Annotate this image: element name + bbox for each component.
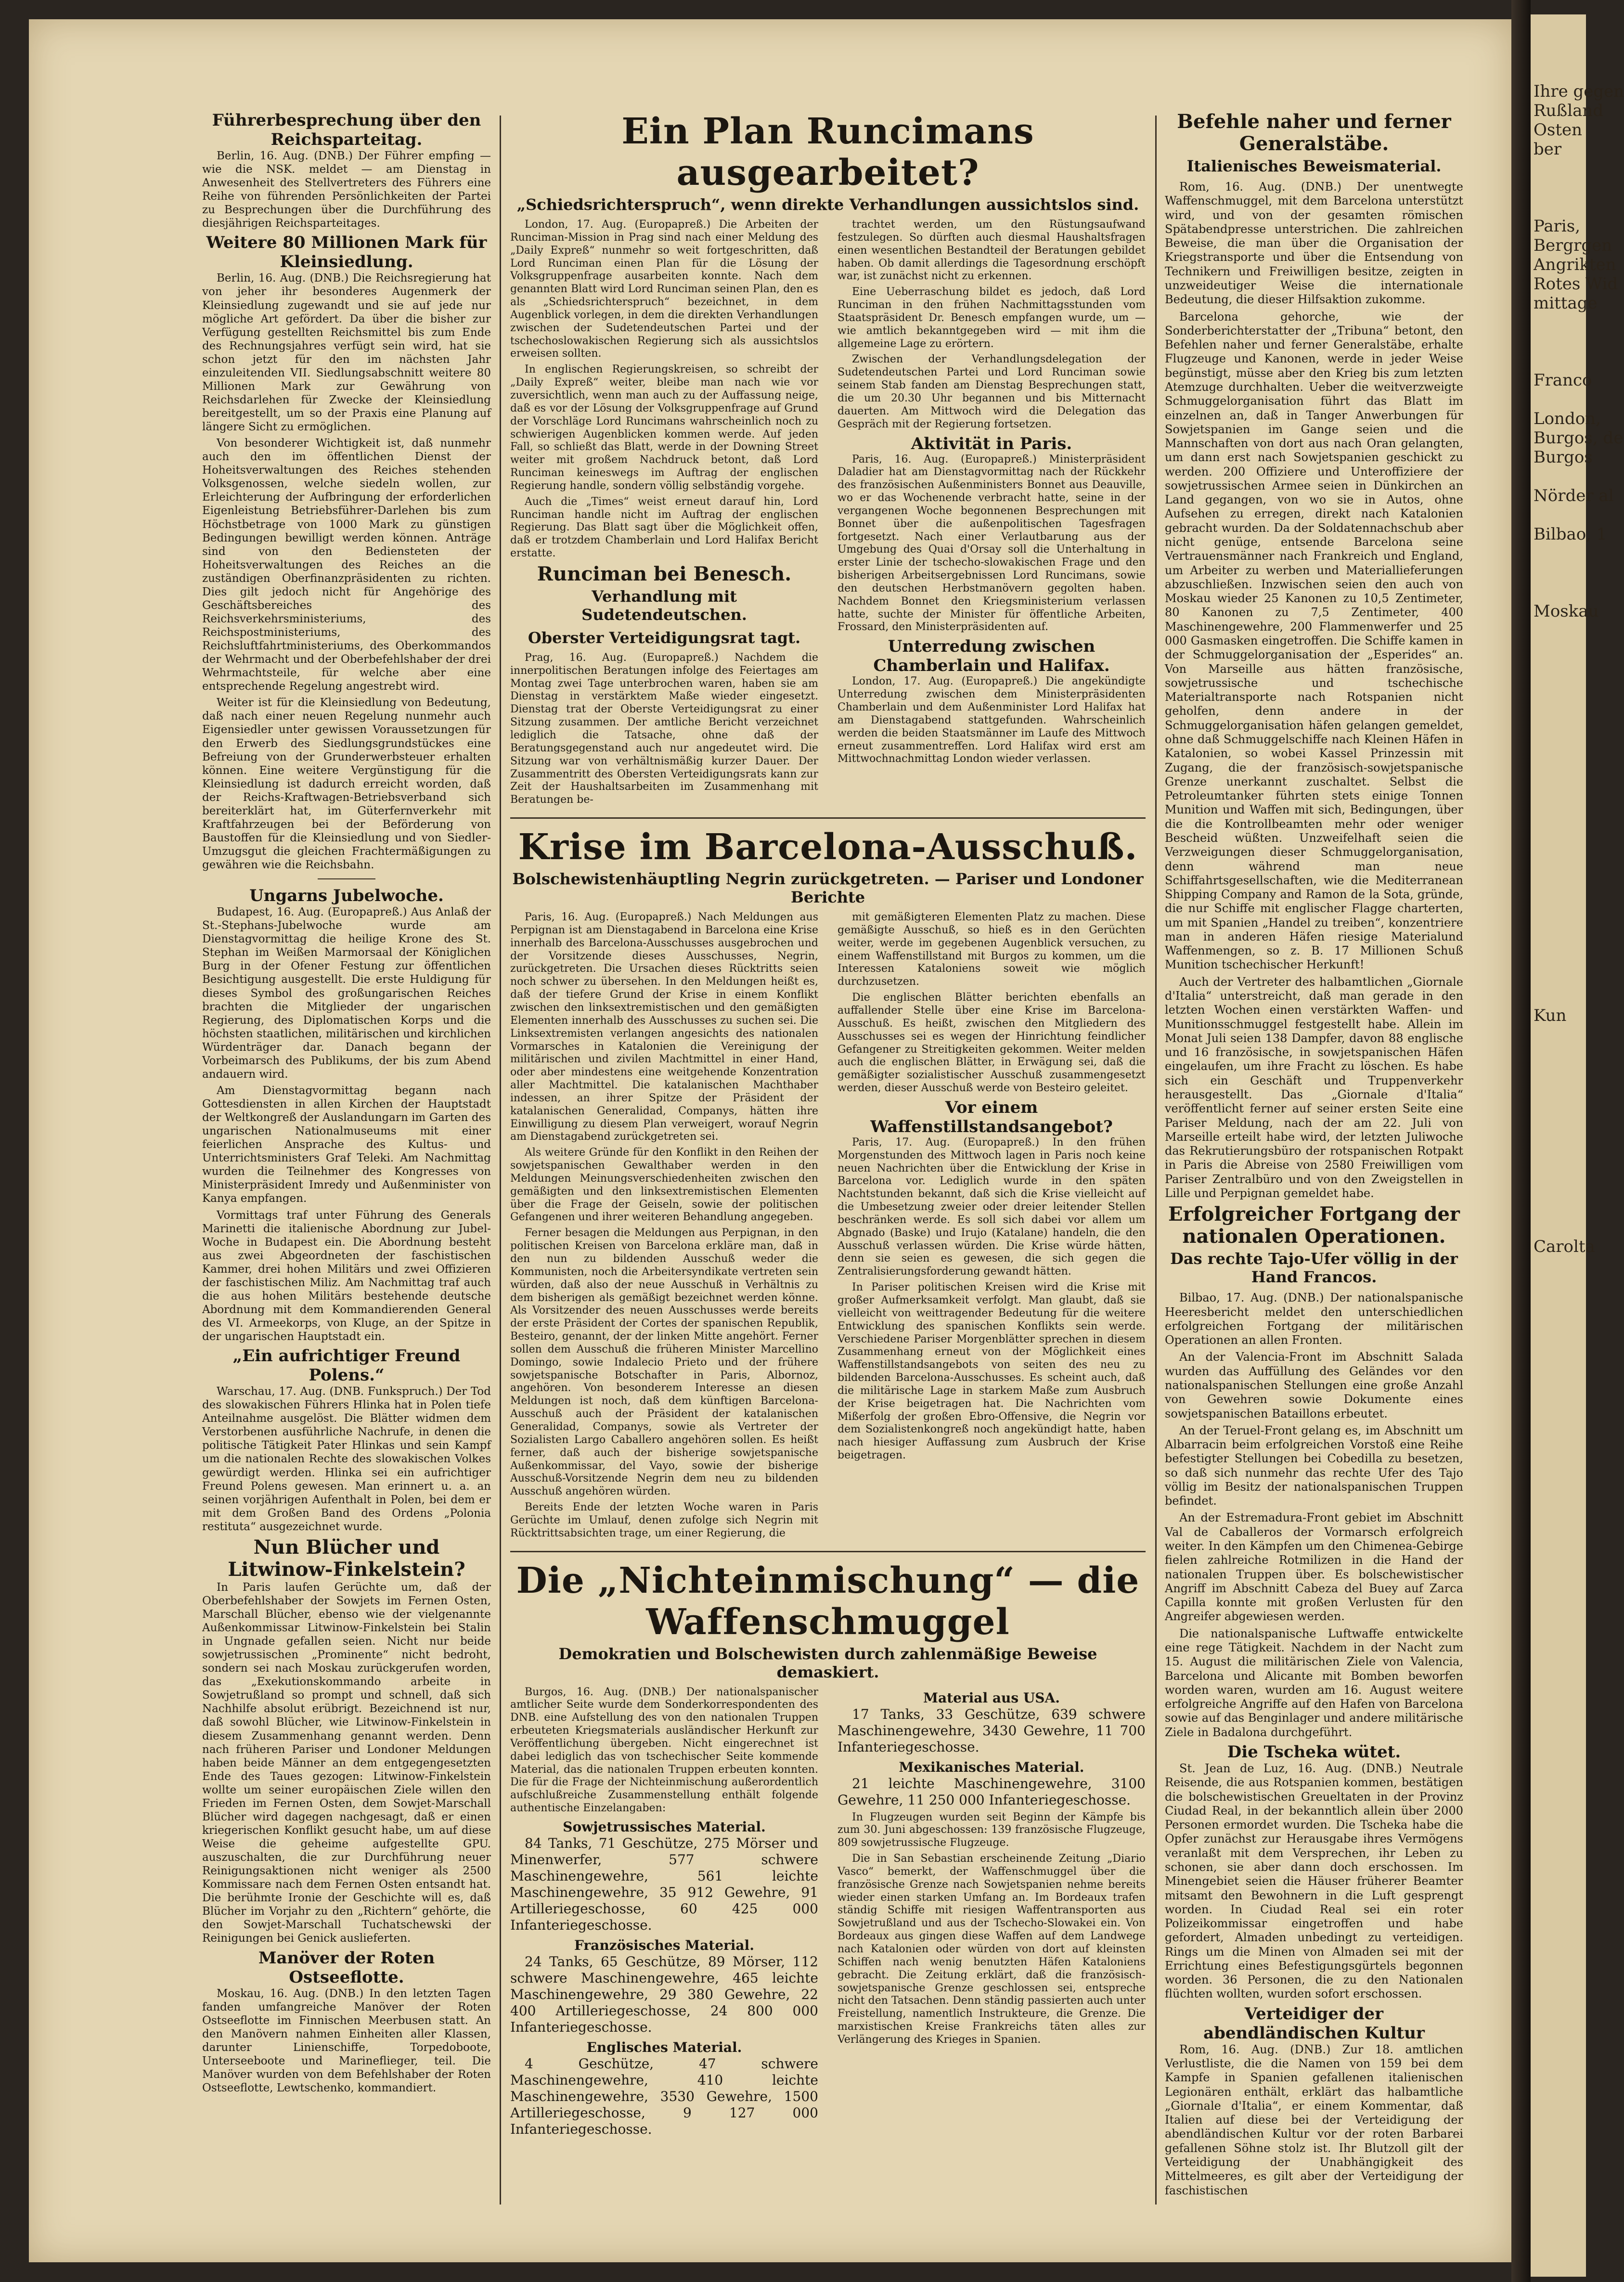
article-text: Paris, 16. Aug. (Europapreß.) Nach Meldungen aus Perpignan ist am Dienstagabend in Barcelona eine Krise innerhalb des Barcelona-Ausschusses ausgebrochen und der Vorsitzende dieses Ausschusses, Negrin, zurückgetreten. Die Ursachen dieses Rücktritts seien noch schwer zu übersehen. In den Meldungen heißt es, daß der tiefere Grund der Krise in einem Konflikt zwischen den linksextremistischen und den gemäßigten Elementen innerhalb des Ausschusses zu suchen sei. Die Linksextremisten verlangen angesichts des nationalen Vormarsches in Katalonien die Vereinigung der militärischen und zivilen Machtmittel in einer Hand, oder aber mindestens eine weitgehende Konzentration aller Machtmittel. Die katalanischen Machthaber indessen, an ihrer Spitze der Präsident der katalanischen Generalidad, Companys, hätten ihre Einwilligung zu diesem Plan verweigert, worauf Negrin am Dienstagabend zurückgetreten sei.: [510, 911, 818, 1143]
adjacent-page-line: Paris,: [1534, 217, 1581, 236]
adjacent-page-line: [1534, 467, 1584, 486]
material-heading: Französisches Material.: [574, 1937, 754, 1953]
adjacent-page-line: Bergrgen: [1534, 236, 1612, 255]
article-text: London, 17. Aug. (Europapreß.) Die angekündigte Unterredung zwischen dem Ministerpräsidenten Chamberlain und dem Außenminister Lord Halifax hat am Dienstagabend stattgefunden. Wahrscheinlich werden die beiden Staatsmänner im Laufe des Mittwoch erneut zusammentreffen. Lord Halifax wird erst am Mittwochnachmittag London wieder verlassen.: [838, 675, 1146, 765]
article-text: Von besonderer Wichtigkeit ist, daß nunmehr auch den im öffentlichen Dienst der Hoheitsverwaltungen des Reiches stehenden Volksgenossen, welche siedeln wollen, zur Erleichterung der Aufbringung der erforderlichen Eigenleistung Betriebsführer-Darlehen bis zum Höchstbetrage von 1000 Mark zu günstigen Bedingungen bewilligt werden können. Anträge sind von den Bediensteten der Hoheitsverwaltungen des Reiches an die zuständigen Oberfinanzpräsidenten zu richten. Dies gilt jedoch nicht für Angehörige des Geschäftsbereiches des Reichsverkehrsministeriums, des Reichspostministeriums, des Reichsluftfahrtministeriums, des Oberkommandos der Wehrmacht und der Oberbefehlshaber der drei Wehrmachtsteile, für welche aber eine entsprechende Regelung angestrebt wird.: [202, 437, 491, 693]
headline-operationen: Erfolgreicher Fortgang der nationalen Operationen.: [1168, 1203, 1460, 1248]
headline-bluecher: Nun Blücher und Litwinow-Finkelstein?: [228, 1535, 465, 1581]
adjacent-page-line: [1534, 313, 1584, 332]
subheadline-runciman: „Schiedsrichterspruch“, wenn direkte Verhandlungen aussichtslos sind.: [516, 195, 1139, 214]
article-text: Barcelona gehorche, wie der Sonderberichterstatter der „Tribuna“ betont, den Befehlen naher und ferner Generalstäbe, erhalte Flugzeuge und Kanonen, werde in jeder Weise begünstigt, müsse aber den Krieg bis zum letzten Atemzuge durchhalten. Ueber die weitverzweigte Schmuggelorganisation führt das Blatt im einzelnen an, daß in Tanger Anwerbungen für Sowjetspanien im Gange seien und die Mannschaften von dort aus nach Oran gelangten, um dann erst nach Sowjetspanien geschickt zu werden. 200 Offiziere und Unteroffiziere der sowjetrussischen Armee seien in Dünkirchen an Land gegangen, von wo sie in Autos, ohne Aufsehen zu erregen, direkt nach Katalonien gebracht wurden. Da der Soldatennachschub aber nicht genüge, entsende Barcelona seine Vertrauensmänner nach Frankreich und England, um Arbeiter zu werben und Materiallieferungen abzuschließen. Inzwischen seien den auch von Moskau wieder 25 Kanonen zu 10,5 Zentimeter, 80 Kanonen zu 7,5 Zentimeter, 400 Maschinengewehre, 200 Flammenwerfer und 25 000 Gasmasken eingetroffen. Die Schiffe kamen in der Schmuggelorganisation der „Esperides“ an. Von Marseille aus hätten französische, sowjetrussische und tschechische Materialtransporte nach Rotspanien nicht geholfen, denn andere in der Schmuggelorganisation häfen gelangen gemeldet, ohne daß Schmuggelschiffe nach Kleinen Häfen in Katalonien, so wobei Kassel Prinzessin mit Zugang, die der französisch-sowjetspanische Grenze unerkannt zuschaltet. Selbst die Petroleumtanker führten stets einige Tonnen Munition und Waffen mit sich, Bedingungen, über die die Kontrollbeamten mehr oder weniger Bescheid wüßten. Unzweifelhaft seien die Verzweigungen dieser Schmuggelorganisation, denn während man neue Schiffahrtsgesellschaften, wie die Mediterranean Shipping Company and Ramon de la Sota, gründe, die nur Schiffe mit englischer Flagge charterten, um mit Spanien „Handel zu treiben“, konzentriere man in anderen Häfen riesige Materialund Waffenmengen, so z. B. 17 Millionen Schuß Munition tschechischer Herkunft!: [1165, 309, 1463, 972]
adjacent-page-line: [1534, 852, 1584, 871]
sub-column-right: [838, 911, 1146, 1543]
adjacent-page-line: [1534, 775, 1584, 794]
article-text: Paris, 17. Aug. (Europapreß.) In den frühen Morgenstunden des Mittwoch lagen in Paris noch keine neuen Nachrichten über die Entwicklung der Krise in Barcelona vor. Lediglich wurde in den späten Nachtstunden bekannt, daß sich die Krise vielleicht auf die Umbesetzung zweier oder dreier leitender Stellen beschränken werde. Es soll sich dabei vor allem um Abgnado (Baske) und Irujo (Katalane) handeln, die den Ausschuß verlassen würden. Die Krise würde hätten, denn sie seien es gewesen, die sich gegen die Zentralisierungsforderung gewandt hätten.: [838, 1136, 1146, 1278]
article-text: Ferner besagen die Meldungen aus Perpignan, in den politischen Kreisen von Barcelona erkläre man, daß in den nun zu bildenden Ausschuß weder die Kommunisten, noch die Arbeitersyndikate vertreten sein würden, daß also der neue Ausschuß in Verhältnis zu dem bisherigen als gemäßigt bezeichnet werden könne. Als Vorsitzender des neuen Ausschusses werde bereits der erste Präsident der Cortes der spanischen Republik, Besteiro, genannt, der der linken Mitte angehört. Ferner sollen dem Ausschuß die früheren Minister Marcellino Domingo, sowie Indalecio Prieto und der frühere sowjetspanische Botschafter in Paris, Albornoz, angehören. Von besonderem Interesse an diesen Meldungen ist noch, daß dem künftigen Barcelona-Ausschuß auch der Präsident der katalanischen Generalidad, Companys, sowie als Vertreter der Sozialisten Largo Caballero angehören sollen. Es heißt ferner, daß auch der bisherige sowjetspanische Außenkommissar, del Vayo, sowie der bisherige Ausschuß-Vorsitzende Negrin dem neu zu bildenden Ausschuß angehören würden.: [510, 1227, 818, 1498]
article-text: Am Dienstagvormittag begann nach Gottesdiensten in allen Kirchen der Hauptstadt der Weltkongreß der Auslandungarn im Garten des ungarischen Nationalmuseums mit einer feierlichen Ansprache des Kultus- und Unterrichtsministers Graf Teleki. Am Nachmittag wurden die Teilnehmer des Kongresses von Ministerpräsident Imredy und Außenminister von Kanya empfangen.: [202, 1084, 491, 1205]
adjacent-page-line: Franco: [1534, 371, 1592, 390]
right-column: [1165, 111, 1463, 2201]
material-heading: Sowjetrussisches Material.: [563, 1819, 766, 1835]
subheadline-beweismaterial: Italienisches Beweismaterial.: [1186, 157, 1442, 175]
article-text: An der Estremadura-Front gebiet im Abschnitt Val de Caballeros der Vormarsch erfolgreich weiter. In den Kämpfen um den Chimenea-Gebirge fielen zahlreiche Rotmilizen in die Hand der nationalen Truppen über. Es bolschewistischer Angriff im Abschnitt Cabeza del Buey auf Zarca Capilla konnte mit großen Verlusten für den Angreifer abgewiesen werden.: [1165, 1511, 1463, 1624]
adjacent-page-line: Nörder al: [1534, 486, 1614, 505]
headline-ostseeflotte: Manöver der Roten Ostseeflotte.: [258, 1948, 435, 1987]
article-text: In Pariser politischen Kreisen wird die Krise mit großer Aufmerksamkeit verfolgt. Man glaubt, daß sie vielleicht von weittragender Bedeutung für die weitere Entwicklung des spanischen Konflikts sein werde. Verschiedene Pariser Morgenblätter sprechen in diesem Zusammenhang erneut von der Möglichkeit eines Waffenstillstandsangebots von seiten des neu zu bildenden Barcelona-Ausschusses. Es scheint auch, daß die militärische Lage in starkem Maße zum Ausbruch der Krise beigetragen hat. Die Nachrichten vom Mißerfolg der großen Ebro-Offensive, die Negrin vor dem Sozialistenkongreß noch angekündigt hatte, haben nach hiesiger Auffassung zum Ausbruch der Krise beigetragen.: [838, 1281, 1146, 1462]
adjacent-page-line: [1534, 910, 1584, 929]
adjacent-page-line: [1534, 1199, 1584, 1218]
adjacent-page-line: [1534, 1160, 1584, 1179]
article-text: St. Jean de Luz, 16. Aug. (DNB.) Neutrale Reisende, die aus Rotspanien kommen, bestätigen die bolschewistischen Greueltaten in der Provinz Ciudad Real, in der bekanntlich allein über 2000 Personen ermordet wurden. Die Tscheka habe die Opfer zunächst zur Herausgabe ihres Vermögens veranlaßt mit dem Versprechen, ihr Leben zu schonen, sie aber dann doch erschossen. Im Minengebiet seien die Häuser früherer Beamter mitsamt den Bewohnern in die Luft gesprengt worden. In Ciudad Real sei ein roter Polizeikommissar eingetroffen und habe gefordert, Almaden unbedingt zu verteidigen. Rings um die Minen von Almaden sei mit der Errichtung eines Befestigungsgürtels begonnen worden. 36 Personen, die zu den Nationalen flüchten wollten, wurden sofort erschossen.: [1165, 1761, 1463, 2001]
article-text: Als weitere Gründe für den Konflikt in den Reihen der sowjetspanischen Gewalthaber werden in den Meldungen Meinungsverschiedenheiten zwischen den gemäßigten und den linksextremistischen Elementen über die Frage der Geiseln, sowie der politischen Gefangenen und ihrer weiteren Behandlung angegeben.: [510, 1147, 818, 1224]
adjacent-page-edge: [1531, 14, 1624, 2277]
headline-halifax: Unterredung zwischen Chamberlain und Halifax.: [873, 637, 1110, 676]
sub-column-left: [510, 1686, 818, 2140]
article-text: Paris, 16. Aug. (Europapreß.) Ministerpräsident Daladier hat am Dienstagvormittag nach der Rückkehr des französischen Außenministers Bonnet aus Deauville, wo er das Wochenende verbracht hatte, seine in der vergangenen Woche begonnenen Besprechungen mit Bonnet über die außenpolitischen Tagesfragen fortgesetzt. Nach einer Verlautbarung aus der Umgebung des Quai d'Orsay soll die Unterhaltung in erster Linie der tschecho-slowakischen Frage und den bisherigen Arbeitsergebnissen Lord Runcimans, sowie den deutschen Herbstmanövern gegolten haben. Nachdem Bonnet den Kriegsministerium verlassen hatte, suchte der Minister für öffentliche Arbeiten, Frossard, den Ministerpräsidenten auf.: [838, 453, 1146, 633]
material-heading: Mexikanisches Material.: [899, 1759, 1084, 1775]
adjacent-page-line: mittage: [1534, 294, 1598, 313]
article-text: Berlin, 16. Aug. (DNB.) Die Reichsregierung hat von jeher ihr besonderes Augenmerk der Kleinsiedlung zugewandt und sie auf jede nur mögliche Art gefördert. Da über die bisher zur Verfügung gestellten Reichsmittel bis zum Ende des Rechnungsjahres verfügt sein wird, hat sie schon jetzt für den im nächsten Jahr einzuleitenden VII. Siedlungsabschnitt weitere 80 Millionen Mark zur Gewährung von Reichsdarlehen für Zwecke der Kleinsiedlung bereitgestellt, um so der Praxis eine Planung auf längere Sicht zu ermöglichen.: [202, 272, 491, 434]
newspaper-page: [29, 19, 1511, 2262]
adjacent-page-line: [1534, 1218, 1584, 1237]
adjacent-page-line: [1534, 505, 1584, 525]
article-text: trachtet werden, um den Rüstungsaufwand festzulegen. So dürften auch diesmal Haushaltsfragen einen wesentlichen Bestandteil der Beratungen gebildet haben. Ob damit allerdings die Tagesordnung erschöpft war, ist zunächst nicht zu erkennen.: [838, 219, 1146, 283]
adjacent-page-line: London,: [1534, 409, 1601, 428]
sub-column-left: [510, 911, 818, 1543]
column-rule: [1155, 116, 1157, 2205]
article-text: Prag, 16. Aug. (Europapreß.) Nachdem die innerpolitischen Beratungen infolge des Feiertages am Montag zwei Tage unterbrochen waren, haben sie am Dienstag in verstärktem Maße wieder eingesetzt. Dienstag trat der Oberste Verteidigungsrat zu einer Sitzung zusammen. Der amtliche Bericht verzeichnet lediglich die Tatsache, ohne daß der Beratungsgegenstand auch nur angedeutet wird. Die Sitzung war von verhältnismäßig kurzer Dauer. Der Zusammentritt des Obersten Verteidigungsrats kann zur Zeit der Haushaltsarbeiten im Zusammenhang mit Beratungen be-: [510, 651, 818, 806]
adjacent-page-line: [1534, 717, 1584, 736]
adjacent-page-line: Osten: [1534, 120, 1583, 140]
adjacent-page-line: [1534, 390, 1584, 409]
adjacent-page-line: [1534, 563, 1584, 582]
adjacent-page-line: Rotes Wid: [1534, 274, 1618, 294]
article-text: Die in San Sebastian erscheinende Zeitung „Diario Vasco“ bemerkt, der Waffenschmuggel über die französische Grenze nach Sowjetspanien nehme bereits wieder einen starken Umfang an. Im Bordeaux trafen ständig Schiffe mit riesigen Waffentransporten aus Sowjetrußland und aus der Tschecho-Slowakei ein. Von Bordeaux aus gingen diese Waffen auf dem Landwege nach Katalonien oder würden von dort auf kleinsten Schiffen nach wenig benutzten Häfen Kataloniens gebracht. Die Zeitung erklärt, daß die französisch-sowjetspanische Grenze geschlossen sei, entspreche nicht den Tatsachen. Denn ständig passierten auch unter Freistellung, namentlich Instrukteure, die Grenze. Die marxistischen Kreise Frankreichs täten alles zur Verlängerung des Krieges in Spanien.: [838, 1853, 1146, 2046]
headline-tscheka: Die Tscheka wütet.: [1227, 1742, 1401, 1762]
headline-generalstaebe: Befehle naher und ferner Generalstäbe.: [1177, 110, 1451, 155]
adjacent-page-line: [1534, 1044, 1584, 1064]
adjacent-page-line: [1534, 544, 1584, 563]
article-text: Burgos, 16. Aug. (DNB.) Der nationalspanischer amtlicher Seite wurde dem Sonderkorrespondenten des DNB. eine Aufstellung des von den nationalen Truppen erbeuteten Kriegsmaterials ausländischer Herkunft zur Veröffentlichung übergeben. Nicht eingerechnet ist dabei lediglich das von tschechischer Seite kommende Material, das die nationalen Truppen erbeuten konnten. Die für die Frage der Nichteinmischung außerordentlich aufschlußreiche Zusammenstellung enthält folgende authentische Einzelangaben:: [510, 1686, 818, 1815]
adjacent-page-line: Burgos: [1534, 448, 1593, 467]
adjacent-page-line: [1534, 351, 1584, 371]
adjacent-page-line: [1534, 1141, 1584, 1160]
material-heading: Englisches Material.: [586, 2039, 742, 2055]
adjacent-page-line: [1534, 1083, 1584, 1102]
article-text: Eine Ueberraschung bildet es jedoch, daß Lord Runciman in den frühen Nachmittagsstunden vom Staatspräsident Dr. Benesch empfangen wurde, um — wie amtlich bekanntgegeben wird — mit ihm die allgemeine Lage zu erörtern.: [838, 286, 1146, 350]
adjacent-page-line: [1534, 197, 1584, 217]
adjacent-page-line: [1534, 813, 1584, 833]
article-text: Bilbao, 17. Aug. (DNB.) Der nationalspanische Heeresbericht meldet den unterschiedlichen erfolgreichen Fortgang der militärischen Operationen an allen Fronten.: [1165, 1291, 1463, 1347]
material-text: 21 leichte Maschinengewehre, 3100 Gewehre, 11 250 000 Infanteriegeschosse.: [838, 1775, 1146, 1808]
adjacent-page-line: Ihre gegen: [1534, 82, 1624, 101]
adjacent-page-line: Bilbao, 1: [1534, 525, 1607, 544]
headline-paris: Aktivität in Paris.: [911, 434, 1072, 453]
article-text: Weiter ist für die Kleinsiedlung von Bedeutung, daß nach einer neuen Regelung nunmehr auch Eigensiedler unter gewissen Voraussetzungen für den Erwerb des Siedlungsgrundstückes eine Befreiung von der Grunderwerbsteuer erhalten können. Eine weitere Vergünstigung für die Kleinsiedlung ist dadurch erreicht worden, daß der Reichs-Kraftwagen-Betriebsverband sich bereiterklärt hat, im Güterfernverkehr mit Kraftfahrzeugen bei der Beförderung von Baustoffen für die Kleinsiedlung und von Siedler-Umzugsgut die gleichen Frachtermäßigungen zu gewähren wie die Reichsbahn.: [202, 696, 491, 872]
adjacent-page-line: [1534, 159, 1584, 178]
separator: [510, 1551, 1146, 1552]
subheadline-benesch-2: Oberster Verteidigungsrat tagt.: [528, 628, 801, 647]
adjacent-page-line: [1534, 756, 1584, 775]
adjacent-page-line: [1534, 948, 1584, 967]
material-list: [838, 1690, 1146, 1808]
sub-column-right: [838, 219, 1146, 810]
article-text: Bereits Ende der letzten Woche waren in Paris Gerüchte im Umlauf, denen zufolge sich Negrin mit Rücktrittsabsichten trage, um einer Regierung, die: [510, 1501, 818, 1539]
article-text: Vormittags traf unter Führung des Generals Marinetti die italienische Abordnung zur Jubel-Woche in Budapest ein. Die Abordnung besteht aus zwei Abgeordneten der faschistischen Kammer, drei hohen Militärs und zwei Offizieren der faschistischen Miliz. Am Nachmittag traf auch die aus hohen Militärs bestehende deutsche Abordnung mit dem Kommandierenden General des VI. Armeekorps, von Kluge, an der Spitze in der ungarischen Hauptstadt ein.: [202, 1209, 491, 1343]
adjacent-page-line: [1534, 1179, 1584, 1199]
book-spine: [1511, 0, 1531, 2282]
adjacent-page-line: [1534, 967, 1584, 987]
adjacent-page-line: [1534, 659, 1584, 679]
headline-waffenstillstand: Vor einem Waffenstillstandsangebot?: [870, 1097, 1113, 1136]
adjacent-page-line: [1534, 890, 1584, 910]
adjacent-page-line: [1534, 679, 1584, 698]
adjacent-page-line: Rußland: [1534, 101, 1604, 120]
adjacent-page-line: [1534, 332, 1584, 351]
adjacent-page-line: [1534, 582, 1584, 602]
two-column-block: [510, 911, 1146, 1543]
sub-column-right: [838, 1686, 1146, 2140]
adjacent-page-line: ber: [1534, 140, 1562, 159]
adjacent-page-line: [1534, 1102, 1584, 1122]
article-text: Auch der Vertreter des halbamtlichen „Giornale d'Italia“ unterstreicht, daß man gerade in den letzten Wochen einen verstärkten Waffen- und Munitionsschmuggel festgestellt habe. Allein im Monat Juli seien 138 Dampfer, davon 88 englische und 16 französische, in sowjetspanischen Häfen eingelaufen, um ihre Fracht zu löschen. Es habe sich ein Geschäft und Truppenverkehr herausgestellt. Das „Giornale d'Italia“ veröffentlicht ferner auf seiner ersten Seite eine Pariser Meldung, nach der am 22. Juli von Marseille erteilt habe wird, der letzten Juliwoche das Rekrutierungsbüro der rotspanischen Rotpakt in Paris die Abreise von 2580 Freiwilligen vom Pariser Zentralbüro und von den Zweigstellen in Lille und Perpignan gemeldet habe.: [1165, 975, 1463, 1200]
adjacent-page-line: [1534, 929, 1584, 948]
headline-fuehrerbesprechung: Führerbesprechung über den Reichsparteitag.: [212, 111, 481, 149]
adjacent-page-line: [1534, 1025, 1584, 1044]
column-rule: [500, 116, 501, 2205]
headline-ungarn: Ungarns Jubelwoche.: [249, 886, 444, 906]
adjacent-page-line: [1534, 736, 1584, 756]
separator: [510, 817, 1146, 819]
adjacent-page-text: [1531, 14, 1624, 1256]
article-text: Die englischen Blätter berichten ebenfalls an auffallender Stelle über eine Krise im Barcelona-Ausschuß. Es heißt, zwischen den Mitgliedern des Ausschusses sei es wegen der Hinrichtung feindlicher Gefangener zu Streitigkeiten gekommen. Weiter melden auch die englischen Blätter, in Erwägung sei, daß die gemäßigter sozialistischer Ausschuß zusammengesetzt werden, dieser Ausschuß werde von Besteiro geleitet.: [838, 992, 1146, 1095]
article-text: In Paris laufen Gerüchte um, daß der Oberbefehlshaber der Sowjets im Fernen Osten, Marschall Blücher, ebenso wie der vielgenannte Außenkommissar Litwinow-Finkelstein bei Stalin in Ungnade gefallen seien. Nicht nur beide sowjetrussischen „Prominente“ nicht bedroht, sondern sei nach Moskau zurückgerufen worden, das „Exekutionskommando arbeite in Sowjetrußland so prompt und schnell, daß sich Nachhilfe absolut erübrigt. Bezeichnend ist nur, daß sowohl Blücher, wie Litwinow-Finkelstein in diesem Zusammenhang genannt werden. Denn nach früheren Pariser und Londoner Meldungen haben beide Männer an dem entgegengesetzten Ende des Taues gezogen: Litwinow-Finkelstein wollte um seiner europäischen Ziele willen den Frieden im Fernen Osten, dem Sowjet-Marschall Blücher wird dagegen nachgesagt, daß er einen kriegerischen Konflikt gesucht habe, um auf diese Weise die geheime aufgestellte GPU. auszuschalten, die zur Durchführung neuer Reinigungsaktionen nicht weniger als 2500 Kommissare nach dem Fernen Osten entsandt hat. Die berühmte Ironie der Geschichte will es, daß Blücher im Vorjahr zu den „Richtern“ gehörte, die den Sowjet-Marschall Tuchatschewski der Reinigungen bei Genick auslieferten.: [202, 1581, 491, 1945]
article-text: mit gemäßigteren Elementen Platz zu machen. Diese gemäßigte Ausschuß, so hieß es in den Gerüchten weiter, werde im gegebenen Augenblick versuchen, zu einem Waffenstillstand mit Burgos zu kommen, um die Interessen Kataloniens soweit wie möglich durchzusetzen.: [838, 911, 1146, 988]
headline-runciman-plan: Ein Plan Runcimans ausgearbeitet?: [621, 111, 1034, 193]
material-text: 17 Tanks, 33 Geschütze, 639 schwere Maschinengewehre, 3430 Gewehre, 11 700 Infanteriegeschosse.: [838, 1706, 1146, 1755]
headline-kultur: Verteidiger der abendländischen Kultur: [1203, 2004, 1425, 2043]
subheadline-tajo: Das rechte Tajo-Ufer völlig in der Hand Francos.: [1170, 1250, 1458, 1287]
adjacent-page-line: [1534, 178, 1584, 197]
article-text: Rom, 16. Aug. (DNB.) Zur 18. amtlichen Verlustliste, die die Namen von 159 bei dem Kampfe in Spanien gefallenen italienischen Legionären enthält, erklärt das halbamtliche „Giornale d'Italia“, er einem Kommentar, daß Italien auf diese bei der Verteidigung der abendländischen Kultur vor der roten Barbarei gefallenen Söhne stolz ist. Ihr Blutzoll gilt der Verteidigung der Unabhängigkeit des Mittelmeeres, es gilt aber der Verteidigung der faschistischen: [1165, 2042, 1463, 2197]
article-text: Budapest, 16. Aug. (Europapreß.) Aus Anlaß der St.-Stephans-Jubelwoche wurde am Dienstagvormittag die heilige Krone des St. Stephan im Weißen Marmorsaal der Königlichen Burg in der Ofener Festung zur öffentlichen Besichtigung ausgestellt. Die erste Huldigung für dieses Symbol des großungarischen Reiches brachten die Mitglieder der ungarischen Regierung, des Diplomatischen Korps und die höchsten staatlichen, militärischen und kirchlichen Würdenträger dar. Danach begann der Vorbeimarsch des Publikums, der bis zum Abend andauern wird.: [202, 906, 491, 1081]
adjacent-page-line: [1534, 1064, 1584, 1083]
article-text: An der Valencia-Front im Abschnitt Salada wurden das Auffüllung des Geländes vor den nationalspanischen Stellungen eine große Anzahl von Gewehren sowie Dokumente eines sowjetspanischen Bataillons erbeutet.: [1165, 1350, 1463, 1420]
article-text: Moskau, 16. Aug. (DNB.) In den letzten Tagen fanden umfangreiche Manöver der Roten Ostseeflotte im Finnischen Meerbusen statt. An den Manövern nahmen Einheiten aller Klassen, darunter Linienschiffe, Torpedoboote, Unterseeboote und Marineflieger, teil. Die Manöver wurden von dem Befehlshaber der Roten Ostseeflotte, Lewtschenko, kommandiert.: [202, 1987, 491, 2094]
adjacent-page-line: Burgos, de: [1534, 428, 1624, 448]
article-text: In englischen Regierungskreisen, so schreibt der „Daily Expreß“ weiter, bleibe man nach wie vor zuversichtlich, wenn man auch zu der Auffassung neige, daß es vor der Lösung der Volksgruppenfrage auf Grund der Vorschläge Lord Runcimans wahrscheinlich noch zu schwierigen Augenblicken kommen werde. Auf jeden Fall, so schließt das Blatt, werde in der Downing Street weiter mit großem Nachdruck betont, daß Lord Runciman keineswegs im Auftrag der englischen Regierung handle, sondern völlig selbständig vorgehe.: [510, 363, 818, 492]
material-text: 4 Geschütze, 47 schwere Maschinengewehre, 410 leichte Maschinengewehre, 3530 Gewehre, 1500 Artilleriegeschosse, 9 127 000 Infanteriegeschosse.: [510, 2056, 818, 2137]
adjacent-page-line: [1534, 621, 1584, 640]
headline-kleinsiedlung: Weitere 80 Millionen Mark für Kleinsiedlung.: [206, 233, 487, 272]
adjacent-page-line: [1534, 640, 1584, 659]
material-heading: Material aus USA.: [923, 1689, 1060, 1706]
headline-nichteinmischung: Die „Nichteinmischung“ — die Waffenschmuggel: [516, 1560, 1140, 1643]
headline-polen: „Ein aufrichtiger Freund Polens.“: [232, 1346, 461, 1385]
adjacent-page-line: [1534, 833, 1584, 852]
subheadline-nichteinmischung: Demokratien und Bolschewisten durch zahlenmäßige Beweise demaskiert.: [558, 1644, 1097, 1681]
article-text: Die nationalspanische Luftwaffe entwickelte eine rege Tätigkeit. Nachdem in der Nacht zum 15. August die militärischen Ziele von Valencia, Barcelona und Alicante mit Bomben beworfen worden waren, wurden am 16. August weitere erfolgreiche Angriffe auf den Hafen von Barcelona sowie auf das Benginlager und andere militärische Ziele in Badalona durchgeführt.: [1165, 1626, 1464, 1739]
article-text: Auch die „Times“ weist erneut darauf hin, Lord Runciman handle nicht im Auftrag der englischen Regierung. Das Blatt sagt über die Möglichkeit offen, daß er trotzdem Chamberlain und Lord Halifax Bericht erstatte.: [510, 495, 818, 560]
article-text: Rom, 16. Aug. (DNB.) Der unentwegte Waffenschmuggel, mit dem Barcelona unterstützt wird, und von der gesamten römischen Spätabendpresse unterstrichen. Die zahlreichen Beweise, die man über die Organisation der Kriegstransporte und über die Entsendung von Technikern und Freiwilligen besitze, zeigten in unzweideutiger Weise die internationale Bedeutung, die dieser Hilfsaktion zukomme.: [1165, 180, 1463, 307]
sub-column-left: [510, 219, 818, 810]
subheadline-negrin: Bolschewistenhäuptling Negrin zurückgetreten. — Pariser und Londoner Berichte: [512, 870, 1144, 907]
two-column-block: [510, 219, 1146, 810]
separator: [318, 878, 375, 879]
adjacent-page-line: Kun: [1534, 1006, 1567, 1025]
material-text: 84 Tanks, 71 Geschütze, 275 Mörser und Minenwerfer, 577 schwere Maschinengewehre, 561 leichte Maschinengewehre, 35 912 Gewehre, 91 Artilleriegeschosse, 60 425 000 Infanteriegeschosse.: [510, 1835, 818, 1933]
adjacent-page-line: [1534, 871, 1584, 890]
article-text: Berlin, 16. Aug. (DNB.) Der Führer empfing — wie die NSK. meldet — am Dienstag in Anwesenheit des Stellvertreters des Führers eine Reihe von führenden Persönlichkeiten der Partei zu Besprechungen über die Durchführung des diesjährigen Reichsparteitages.: [202, 150, 491, 230]
adjacent-page-line: Carolta: [1534, 1237, 1595, 1256]
adjacent-page-line: Angrikten: [1534, 255, 1616, 274]
adjacent-page-line: [1534, 794, 1584, 813]
adjacent-page-line: Moskau: [1534, 602, 1599, 621]
headline-barcelona-krise: Krise im Barcelona-Ausschuß.: [518, 826, 1138, 868]
adjacent-page-line: [1534, 1122, 1584, 1141]
article-text: Zwischen der Verhandlungsdelegation der Sudetendeutschen Partei und Lord Runciman sowie seinem Stab fanden am Dienstag Besprechungen statt, die um 20.30 Uhr begannen und bis Mitternacht dauerten. Am Mittwoch wird die Delegation das Gespräch mit der Regierung fortsetzen.: [838, 353, 1146, 430]
adjacent-page-line: [1534, 987, 1584, 1006]
article-text: London, 17. Aug. (Europapreß.) Die Arbeiten der Runciman-Mission in Prag sind nach einer Meldung des „Daily Expreß“ nunmehr so weit fortgeschritten, daß Lord Runciman einen Plan für die Lösung der Volksgruppenfrage ausarbeiten konnte. Nach dem genannten Blatt wird Lord Runciman seinen Plan, den es als „Schiedsrichterspruch“ bezeichnet, in dem Augenblick vorlegen, in dem die direkten Verhandlungen zwischen der Sudetendeutschen Partei und der tschechoslowakischen Regierung sich als aussichtslos erweisen sollten.: [510, 219, 818, 360]
left-column: [202, 111, 491, 2098]
center-columns: [510, 111, 1146, 2140]
headline-benesch: Runciman bei Benesch.: [537, 562, 792, 585]
article-text: Warschau, 17. Aug. (DNB. Funkspruch.) Der Tod des slowakischen Führers Hlinka hat in Polen tiefe Anteilnahme ausgelöst. Die Blätter widmen dem Verstorbenen ausführliche Nachrufe, in denen die politische Tätigkeit Pater Hlinkas und sein Kampf um die nationalen Rechte des slowakischen Volkes gewürdigt werden. Hlinka sei ein aufrichtiger Freund Polens gewesen. Man erinnert u. a. an seinen vorjährigen Aufenthalt in Polen, bei dem er mit dem Großen Band des Ordens „Polonia restituta“ ausgezeichnet wurde.: [202, 1385, 491, 1533]
two-column-block: [510, 1686, 1146, 2140]
article-text: In Flugzeugen wurden seit Beginn der Kämpfe bis zum 30. Juni abgeschossen: 139 französische Flugzeuge, 809 sowjetrussische Flugzeuge.: [838, 1811, 1146, 1849]
subheadline-benesch-1: Verhandlung mit Sudetendeutschen.: [581, 587, 747, 624]
adjacent-page-line: [1534, 698, 1584, 717]
material-list: [510, 1819, 818, 2138]
article-text: An der Teruel-Front gelang es, im Abschnitt um Albarracin beim erfolgreichen Vorstoß eine Reihe befestigter Stellungen bei Cobedilla zu besetzen, so daß sich nunmehr das rechte Ufer des Tajo völlig im Besitz der nationalspanischen Truppen befindet.: [1165, 1423, 1463, 1508]
material-text: 24 Tanks, 65 Geschütze, 89 Mörser, 112 schwere Maschinengewehre, 465 leichte Maschinengewehre, 29 380 Gewehre, 22 400 Artilleriegeschosse, 24 800 000 Infanteriegeschosse.: [510, 1954, 818, 2035]
